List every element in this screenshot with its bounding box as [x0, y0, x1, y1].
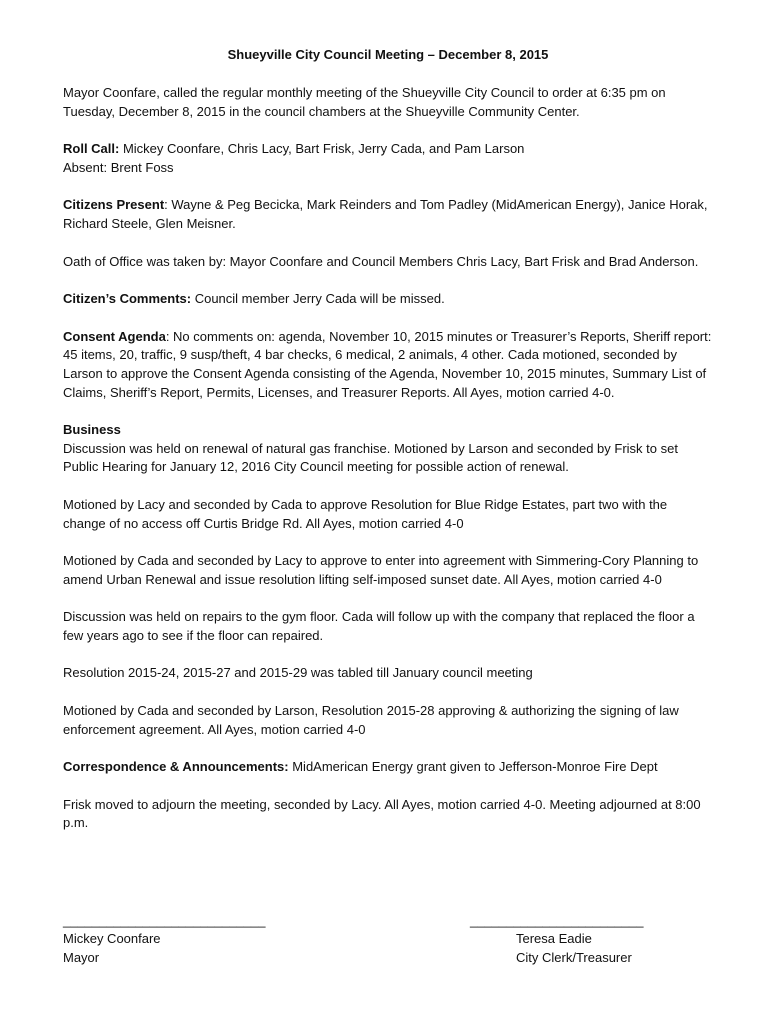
document-title: Shueyville City Council Meeting – December 8, 2015	[227, 47, 549, 62]
business-item-6: Motioned by Cada and seconded by Larson, Resolution 2015-28 approving & authorizing the signing of law enforcement agreement. All Ayes, motion carried 4-0	[63, 703, 679, 737]
consent-agenda-text: : No comments on: agenda, November 10, 2015 minutes or Treasurer’s Reports, Sheriff report: 45 items, 20, traffic, 9 susp/theft, 4 bar checks, 6 medical, 2 animals, 4 other. Cada motioned, seconded by Larson to approve the Consent Agenda consisting of the Agenda, November 10, 2015 minutes, Summary List of Claims, Sheriff’s Report, Permits, Licenses, and Treasurer Reports. All Ayes, motion carried 4-0.	[63, 328, 712, 400]
minutes-document	[63, 46, 713, 852]
correspondence-section	[63, 758, 713, 777]
roll-call-section	[63, 140, 713, 177]
business-item-5: Resolution 2015-24, 2015-27 and 2015-29 was tabled till January council meeting	[63, 665, 533, 681]
business-item-3: Motioned by Cada and seconded by Lacy to approve to enter into agreement with Simmering-Cory Planning to amend Urban Renewal and issue resolution lifting self-imposed sunset date. All Ayes, motion carried 4-0	[63, 553, 699, 587]
business-item-text: Discussion was held on renewal of natural gas franchise. Motioned by Larson and seconded by Frisk to set Public Hearing for January 12, 2016 City Council meeting for possible action of renewal.	[63, 440, 678, 475]
citizens-present-section	[63, 196, 713, 233]
adjourn-paragraph: Frisk moved to adjourn the meeting, seconded by Lacy. All Ayes, motion carried 4-0. Meeting adjourned at 8:00 p.m.	[63, 796, 701, 831]
clerk-name: Teresa Eadie	[516, 931, 592, 946]
mayor-role: Mayor	[63, 949, 100, 965]
absent-text: Absent: Brent Foss	[63, 159, 174, 175]
clerk-role: City Clerk/Treasurer	[516, 949, 632, 965]
citizens-comments-label: Citizen’s Comments:	[63, 291, 192, 307]
citizens-present-label: Citizens Present	[63, 197, 165, 213]
roll-call-label: Roll Call:	[63, 141, 120, 157]
citizens-present-text: : Wayne & Peg Becicka, Mark Reinders and Tom Padley (MidAmerican Energy), Janice Horak, Richard Steele, Glen Meisner.	[63, 197, 708, 231]
mayor-name: Mickey Coonfare	[63, 931, 161, 946]
business-label: Business	[63, 422, 121, 438]
signature-line: ____________________________	[63, 913, 266, 928]
consent-agenda-section	[63, 328, 713, 402]
signature-line: ________________________	[470, 913, 644, 928]
clerk-signature-block	[470, 912, 644, 967]
business-item-2: Motioned by Lacy and seconded by Cada to approve Resolution for Blue Ridge Estates, part two with the change of no access off Curtis Bridge Rd. All Ayes, motion carried 4-0	[63, 496, 668, 531]
correspondence-label: Correspondence & Announcements:	[63, 759, 289, 775]
intro-paragraph: Mayor Coonfare, called the regular monthly meeting of the Shueyville City Council to order at 6:35 pm on Tuesday, December 8, 2015 in the council chambers at the Shueyville Community Center.	[63, 85, 666, 119]
consent-agenda-label: Consent Agenda	[63, 328, 166, 344]
mayor-signature-block	[63, 912, 265, 967]
correspondence-text: MidAmerican Energy grant given to Jefferson-Monroe Fire Dept	[288, 759, 658, 775]
citizens-comments-section	[63, 290, 713, 309]
oath-paragraph: Oath of Office was taken by: Mayor Coonfare and Council Members Chris Lacy, Bart Frisk and Brad Anderson.	[63, 253, 699, 269]
business-item-4: Discussion was held on repairs to the gym floor. Cada will follow up with the company that replaced the floor a few years ago to see if the floor can repaired.	[63, 609, 695, 643]
roll-call-text: Mickey Coonfare, Chris Lacy, Bart Frisk, Jerry Cada, and Pam Larson	[119, 141, 525, 157]
citizens-comments-text: Council member Jerry Cada will be missed.	[191, 291, 445, 307]
business-item-1	[63, 421, 713, 477]
